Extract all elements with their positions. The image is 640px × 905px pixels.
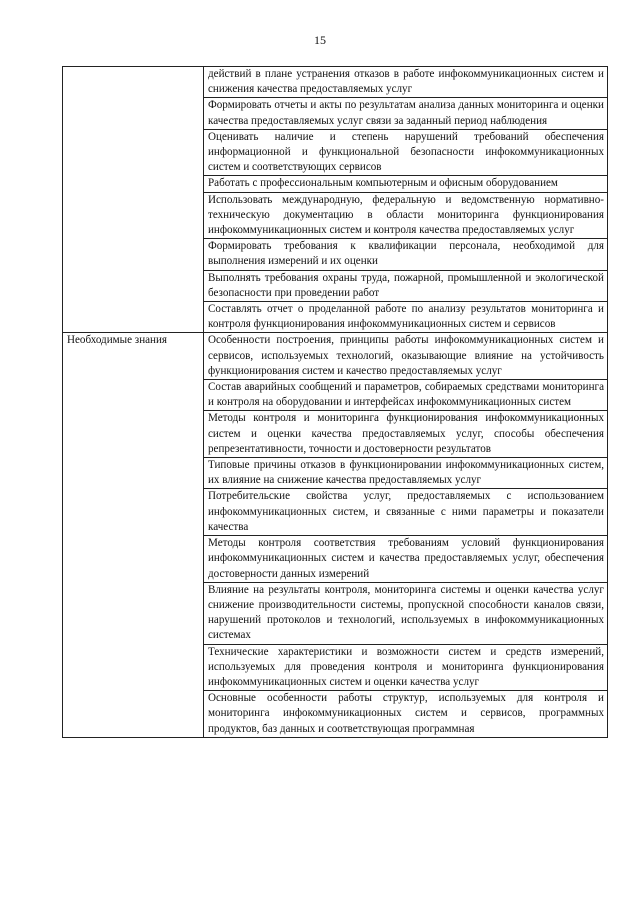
- knowledge-label-cell: Необходимые знания: [63, 333, 204, 737]
- skill-cell: Формировать отчеты и акты по результатам анализа данных мониторинга и оценки качества предоставляемых услуг связи за заданный период наблюдения: [204, 98, 608, 129]
- knowledge-cell: Методы контроля и мониторинга функционирования инфокоммуникационных систем и оценки качества предоставляемых услуг, способы обеспечения репрезентативности, точности и достоверности результатов: [204, 411, 608, 458]
- requirements-table: [62, 66, 608, 738]
- page-number: 15: [314, 33, 326, 47]
- knowledge-cell: Влияние на результаты контроля, мониторинга системы и оценки качества услуг снижение производительности системы, пропускной способности каналов связи, нарушений протоколов и технологий, используемых в инфокоммуникационных системах: [204, 582, 608, 644]
- skill-cell: Работать с профессиональным компьютерным и офисным оборудованием: [204, 176, 608, 192]
- skills-label-cell: [63, 67, 204, 333]
- table-row: [63, 333, 608, 380]
- knowledge-cell: Особенности построения, принципы работы инфокоммуникационных систем и сервисов, используемых технологий, оказывающие влияние на устойчивость функционирования систем и качество предоставляемых услуг: [204, 333, 608, 380]
- skill-cell: Формировать требования к квалификации персонала, необходимой для выполнения измерений и их оценки: [204, 239, 608, 270]
- skill-cell: действий в плане устранения отказов в работе инфокоммуникационных систем и снижения качества предоставляемых услуг: [204, 67, 608, 98]
- knowledge-cell: Состав аварийных сообщений и параметров, собираемых средствами мониторинга и контроля на оборудовании и интерфейсах инфокоммуникационных систем: [204, 380, 608, 411]
- knowledge-cell: Технические характеристики и возможности систем и средств измерений, используемых для проведения контроля и мониторинга функционирования инфокоммуникационных систем и оценки качества услуг: [204, 644, 608, 691]
- skill-cell: Оценивать наличие и степень нарушений требований обеспечения информационной и функциональной безопасности инфокоммуникационных систем и соответствующих сервисов: [204, 129, 608, 176]
- knowledge-cell: Типовые причины отказов в функционировании инфокоммуникационных систем, их влияние на снижение качества предоставляемых услуг: [204, 458, 608, 489]
- knowledge-cell: Потребительские свойства услуг, предоставляемых с использованием инфокоммуникационных систем, и связанные с ними параметры и показатели качества: [204, 489, 608, 536]
- knowledge-cell: Методы контроля соответствия требованиям условий функционирования инфокоммуникационных систем и качества предоставляемых услуг, обеспечения достоверности данных измерений: [204, 536, 608, 583]
- table-row: [63, 67, 608, 98]
- skill-cell: Использовать международную, федеральную и ведомственную нормативно-техническую документацию в области мониторинга функционирования инфокоммуникационных систем и контроля качества предоставляемых услуг: [204, 192, 608, 239]
- skill-cell: Выполнять требования охраны труда, пожарной, промышленной и экологической безопасности при проведении работ: [204, 270, 608, 301]
- skill-cell: Составлять отчет о проделанной работе по анализу результатов мониторинга и контроля функционирования инфокоммуникационных систем и сервисов: [204, 302, 608, 333]
- knowledge-cell: Основные особенности работы структур, используемых для контроля и мониторинга инфокоммуникационных систем и сервисов, программных продуктов, баз данных и соответствующая программная: [204, 691, 608, 738]
